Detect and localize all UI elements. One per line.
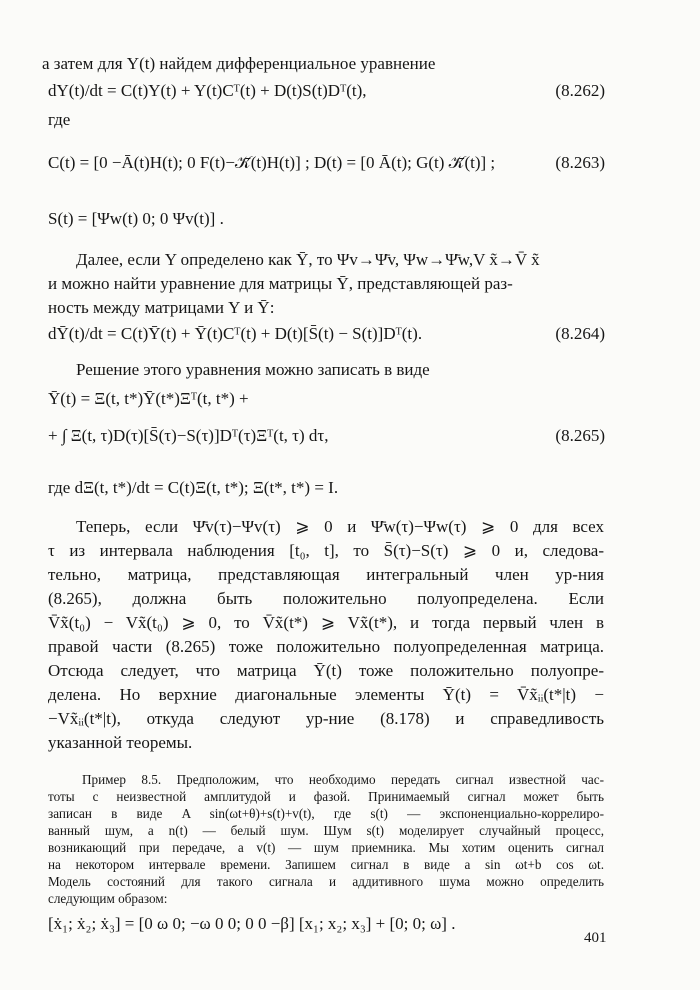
text-line-8: тельно, матрица, представляющая интегральный член ур-ния bbox=[48, 565, 604, 584]
text-line-13: делена. Но верхние диагональные элементы Ȳ(t) = V̄x̃ᵢᵢ(t*|t) − bbox=[48, 685, 604, 704]
page-number: 401 bbox=[584, 930, 607, 946]
equation-xi-definition: где dΞ(t, t*)/dt = C(t)Ξ(t, t*); Ξ(t*, t*) = I. bbox=[48, 478, 339, 497]
example-line-5: возникающий при передаче, а v(t) — шум приемника. Мы хотим оценить сигнал bbox=[48, 840, 604, 855]
equation-s-matrix: S(t) = [Ψw(t) 0; 0 Ψv(t)] . bbox=[48, 209, 224, 228]
example-line-3: записан в виде A sin(ωt+θ)+s(t)+v(t), где s(t) — экспоненциально-коррелиро- bbox=[48, 806, 604, 821]
text-line-11: правой части (8.265) тоже положительно полуопределенная матрица. bbox=[48, 637, 604, 656]
example-line-2: тоты с неизвестной амплитудой и фазой. Принимаемый сигнал может быть bbox=[48, 789, 604, 804]
equation-state-model: [ẋ₁; ẋ₂; ẋ₃] = [0 ω 0; −ω 0 0; 0 0 −β] [x₁; x₂; x₃] + [0; 0; ω] . bbox=[48, 914, 456, 933]
text-line-10: V̄x̃(t₀) − Vx̃(t₀) ⩾ 0, то V̄x̃(t*) ⩾ Vx̃(t*), и тогда первый член в bbox=[48, 613, 604, 632]
text-line-12: Отсюда следует, что матрица Ȳ(t) тоже положительно полуопре- bbox=[48, 661, 604, 680]
equation-number-8-265: (8.265) bbox=[555, 426, 605, 445]
equation-number-8-264: (8.264) bbox=[555, 324, 605, 343]
example-line-4: ванный шум, а n(t) — белый шум. Шум s(t) моделирует случайный процесс, bbox=[48, 823, 604, 838]
example-line-8: следующим образом: bbox=[48, 891, 168, 906]
example-line-7: Модель состояний для такого сигнала и аддитивного шума можно определить bbox=[48, 874, 604, 889]
equation-number-8-263: (8.263) bbox=[555, 153, 605, 172]
text-line-1: а затем для Y(t) найдем дифференциальное уравнение bbox=[42, 54, 436, 73]
text-line-15: указанной теоремы. bbox=[48, 733, 193, 752]
equation-8-263: C(t) = [0 −Ā(t)H(t); 0 F(t)−𝒦̄(t)H(t)] ; D(t) = [0 Ā(t); G(t) 𝒦̄(t)] ; bbox=[48, 153, 496, 172]
equation-8-262: dY(t)/dt = C(t)Y(t) + Y(t)Cᵀ(t) + D(t)S(t)Dᵀ(t), bbox=[48, 81, 367, 100]
text-line-5: Решение этого уравнения можно записать в виде bbox=[76, 360, 430, 379]
text-line-3: и можно найти уравнение для матрицы Ȳ, представляющей раз- bbox=[48, 274, 513, 293]
equation-number-8-262: (8.262) bbox=[555, 81, 605, 100]
equation-y-solution: Ȳ(t) = Ξ(t, t*)Ȳ(t*)Ξᵀ(t, t*) + bbox=[48, 389, 249, 408]
example-line-1: Пример 8.5. Предположим, что необходимо передать сигнал известной час- bbox=[82, 772, 604, 787]
example-line-6: на некотором интервале времени. Запишем сигнал в виде a sin ωt+b cos ωt. bbox=[48, 857, 604, 872]
text-line-2: Далее, если Y определено как Ȳ, то Ψv→Ψ̄v, Ψw→Ψ̄w,V x̃→V̄ x̃ bbox=[76, 250, 540, 269]
text-line-14: −Vx̃ᵢᵢ(t*|t), откуда следуют ур-ние (8.178) и справедливость bbox=[48, 709, 604, 728]
text-line-where: где bbox=[48, 110, 71, 129]
equation-8-264: dȲ(t)/dt = C(t)Ȳ(t) + Ȳ(t)Cᵀ(t) + D(t)[S̄(t) − S(t)]Dᵀ(t). bbox=[48, 324, 423, 343]
text-line-7: τ из интервала наблюдения [t₀, t], то S̄(τ)−S(τ) ⩾ 0 и, следова- bbox=[48, 541, 604, 560]
text-line-6: Теперь, если Ψ̄v(τ)−Ψv(τ) ⩾ 0 и Ψ̄w(τ)−Ψw(τ) ⩾ 0 для всех bbox=[76, 517, 604, 536]
text-line-4: ность между матрицами Y и Ȳ: bbox=[48, 298, 275, 317]
text-line-9: (8.265), должна быть положительно полуопределена. Если bbox=[48, 589, 604, 608]
equation-8-265: + ∫ Ξ(t, τ)D(τ)[S̄(τ)−S(τ)]Dᵀ(τ)Ξᵀ(t, τ) dτ, bbox=[48, 426, 329, 445]
